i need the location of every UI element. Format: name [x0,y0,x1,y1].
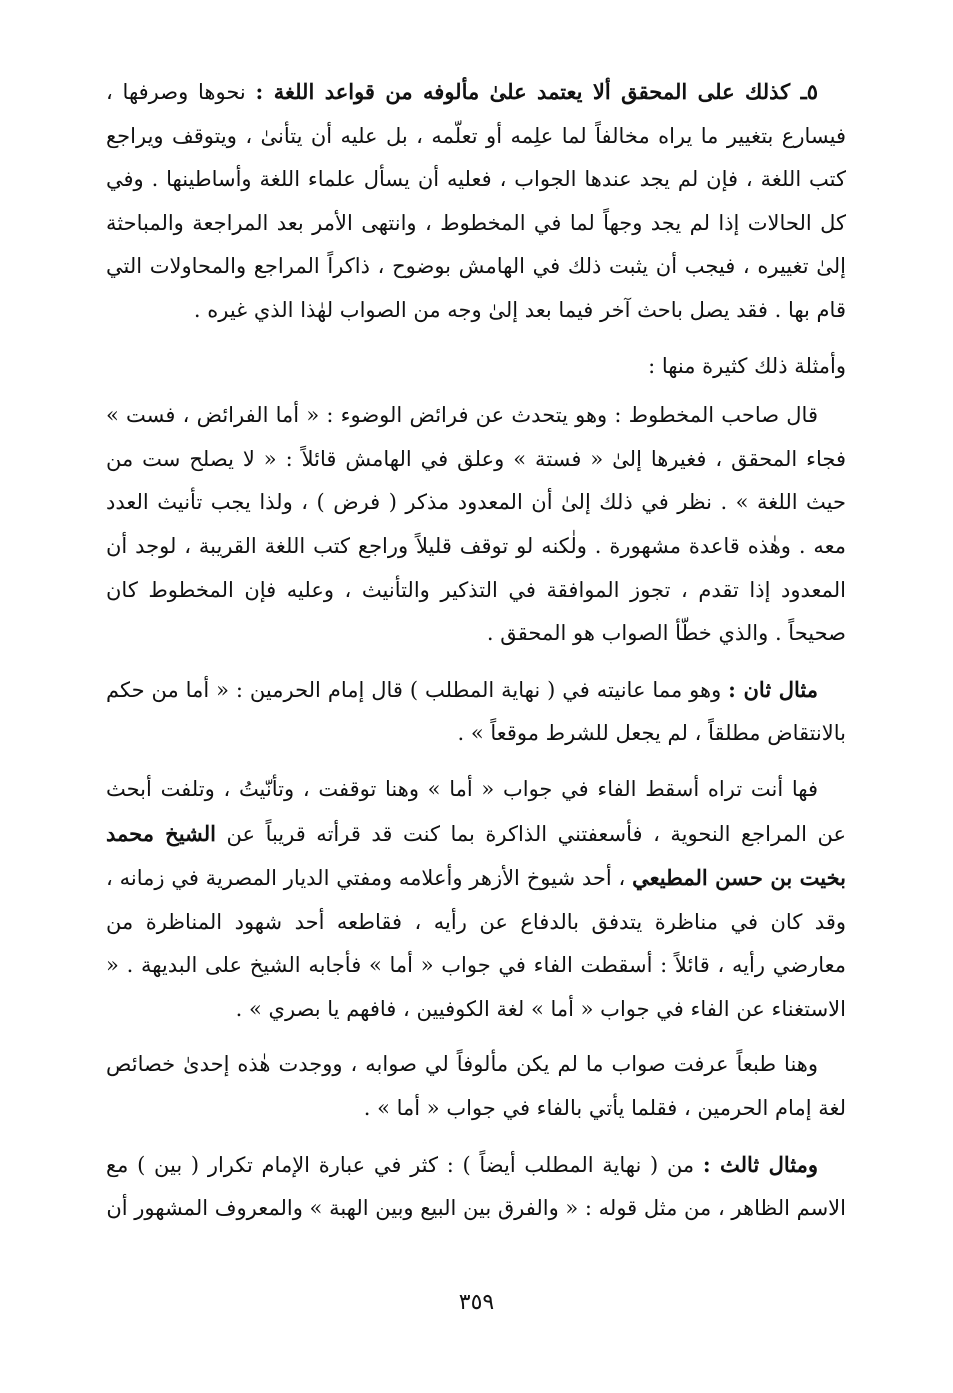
paragraph-text: فها أنت تراه أسقط الفاء في جواب « أما » وهنا توقفت ، وتأنّيتُ ، وتلفت أبحث عن المراجع النحوية ، فأسعفتني الذاكرة بما كنت قد قرأته قريباً عن [106,776,846,846]
paragraph-examples-intro [106,345,846,389]
paragraph-example-3 [106,1143,846,1231]
paragraph-example-2-conclusion [106,1043,846,1130]
paragraph-text: ، أحد شيوخ الأزهر وأعلامه ومفتي الديار المصرية في زمانه ، وقد كان في مناظرة يتدفق بالدفاع عن رأيه ، فقاطعه أحد شهود المناظرة من معارضي رأيه ، قائلاً : أسقطت الفاء في جواب « أما » فأجابه الشيخ على البديهة . « الاستغناء عن الفاء في جواب « أما » لغة الكوفيين ، فافهم يا بصري » . [106,866,846,1021]
paragraph-rule-5 [106,70,846,333]
example-heading: مثال ثان : [728,676,818,702]
page-body [106,70,846,1243]
paragraph-text: من ( نهاية المطلب أيضاً ) : كثر في عبارة الإمام تكرار ( بين ) مع الاسم الظاهر ، من مثل قوله : « والفرق بين البيع وبين الهبة » والمعروف المشهور أن [106,1152,846,1221]
rule-heading: ٥ـ كذلك على المحقق ألا يعتمد علىٰ مألوفه من قواعد اللغة : [255,79,819,104]
example-heading: ومثال ثالث : [702,1151,818,1177]
scholar-name: الشيخ محمد بخيت بن حسن المطيعي [106,820,846,891]
paragraph-example-2 [106,668,846,756]
paragraph-text: وهنا طبعاً عرفت صواب ما لم يكن مألوفاً لي صوابه ، ووجدت هٰذه إحدىٰ خصائص لغة إمام الحرمين ، فقلما يأتي بالفاء في جواب « أما » . [106,1052,846,1121]
paragraph-text: وأمثلة ذلك كثيرة منها : [648,353,846,378]
paragraph-text: وهو مما عانيته في ( نهاية المطلب ) قال إمام الحرمين : « أما من حكم بالانتقاض مطلقاً ، لم يجعل للشرط موقعاً » . [106,677,846,746]
paragraph-example-1 [106,394,846,656]
paragraph-text: قال صاحب المخطوط : وهو يتحدث عن فرائض الوضوء : « أما الفرائض ، فست » فجاء المحقق ، فغيرها إلىٰ « فستة » وعلق في الهامش قائلاً : « لا يصلح ست من حيث اللغة » . نظر في ذلك إلىٰ أن المعدود مذكر ( فرض ) ، ولذا يجب تأنيث العدد معه . وهٰذه قاعدة مشهورة . ولٰكنه لو توقف قليلاً وراجع كتب اللغة القريبة ، لوجد أن المعدود إذا تقدم ، تجوز الموافقة في التذكير والتأنيث ، وعليه فإن المخطوط كان صحيحاً . والذي خطّأ الصواب هو المحقق . [106,403,846,646]
paragraph-example-2-discussion [106,768,846,1032]
page-number: ٣٥٩ [458,1290,495,1315]
paragraph-text: نحوها وصرفها ، فيسارع بتغيير ما يراه مخالفاً لما علِمه أو تعلّمه ، بل عليه أن يتأنىٰ ، ويتوقف ويراجع كتب اللغة ، فإن لم يجد عندها الجواب ، فعليه أن يسأل علماء اللغة وأساطينها . وفي كل الحالات إذا لم يجد وجهاً لما في المخطوط ، وانتهى الأمر بعد المراجعة والمباحثة إلىٰ تغييره ، فيجب أن يثبت ذلك في الهامش بوضوح ، ذاكراً المراجع والمحاولات التي قام بها . فقد يصل باحث آخر فيما بعد إلىٰ وجه من الصواب لهٰذا الذي غيره . [106,80,846,322]
